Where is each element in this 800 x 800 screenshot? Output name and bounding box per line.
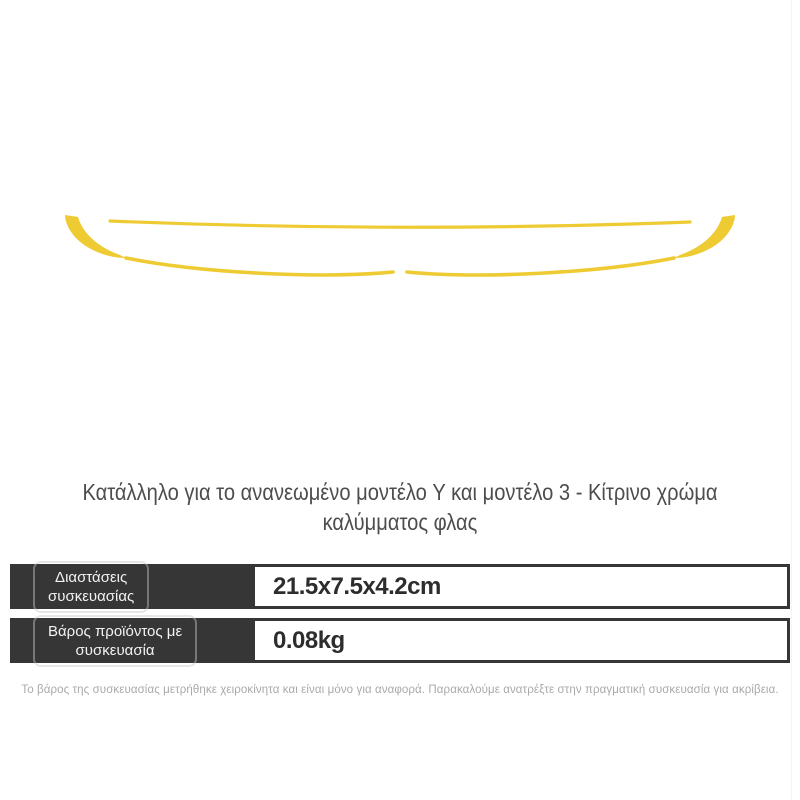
spec-label-cell	[10, 564, 255, 609]
spec-row-weight	[10, 618, 790, 663]
spec-label-line1: Διαστάσεις	[55, 568, 128, 586]
product-graphic-yellow-trim-strips	[50, 205, 750, 285]
spec-value-cell	[255, 621, 787, 660]
spec-value-weight: 0.08kg	[273, 626, 345, 654]
spec-label-cell	[10, 618, 255, 663]
spec-label-line2: συσκευασία	[75, 641, 155, 659]
spec-label-line2: συσκευασίας	[48, 587, 135, 605]
trim-right-tail	[407, 258, 674, 275]
right-edge-divider	[791, 0, 792, 800]
product-title: Κατάλληλο για το ανανεωμένο μοντέλο Y και μοντέλο 3 - Κίτρινο χρώμα καλύμματος φλας	[82, 479, 718, 535]
spec-value-cell	[255, 567, 787, 606]
spec-label-line1: Βάρος προϊόντος με	[48, 622, 183, 640]
spec-value-dimensions: 21.5x7.5x4.2cm	[273, 572, 441, 600]
spec-label-dimensions	[33, 561, 149, 613]
trim-top-strip	[110, 221, 690, 227]
spec-label-weight	[33, 615, 197, 667]
packaging-disclaimer: Το βάρος της συσκευασίας μετρήθηκε χειροκίνητα και είναι μόνο για αναφορά. Παρακαλούμε ανατρέξτε στην πραγματική συσκευασία για ακρίβεια.	[21, 684, 779, 696]
spec-row-dimensions	[10, 564, 790, 609]
trim-left-tail	[126, 258, 393, 275]
